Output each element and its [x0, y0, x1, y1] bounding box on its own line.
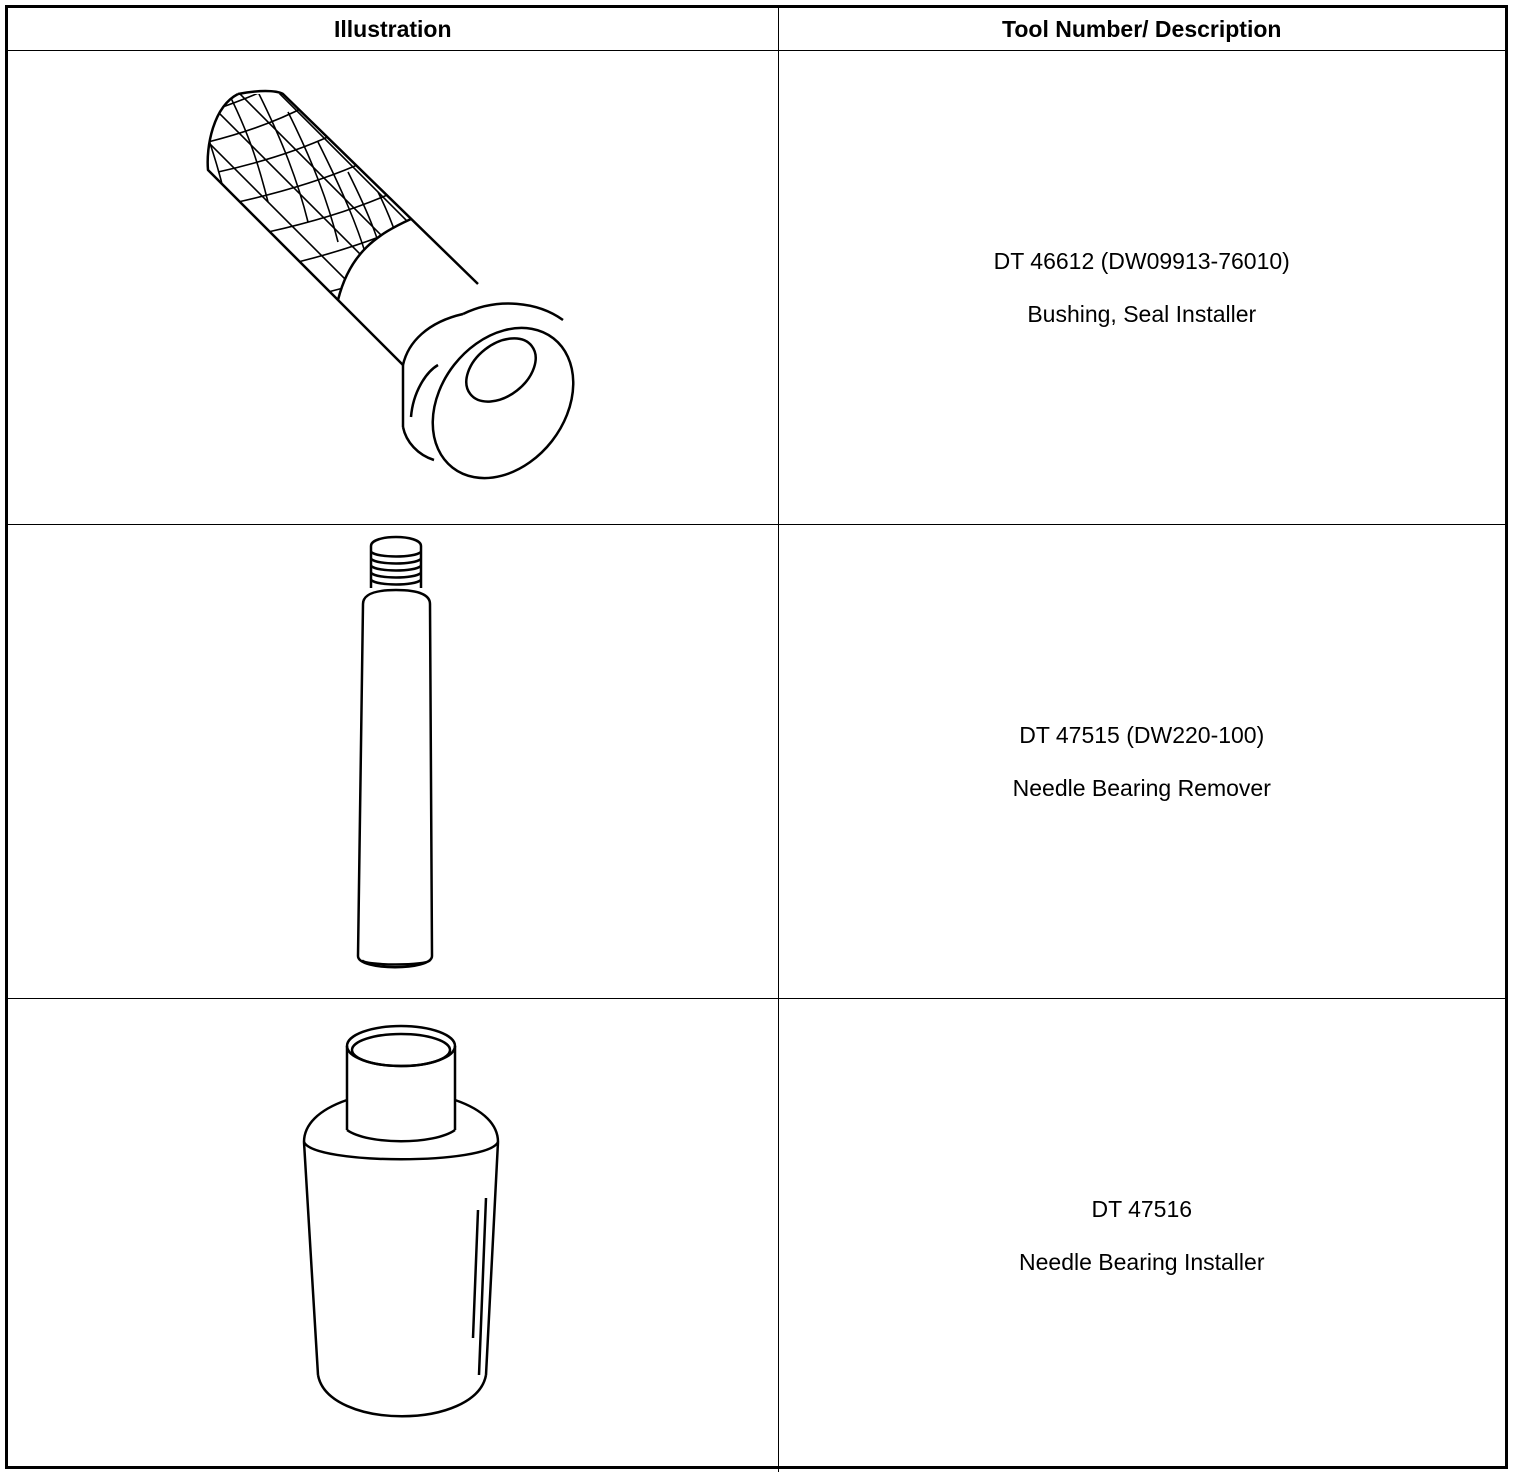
- tool-number: DT 46612 (DW09913-76010): [993, 247, 1290, 274]
- tool-description: Bushing, Seal Installer: [1027, 300, 1257, 327]
- bushing-seal-installer-icon: [8, 52, 776, 524]
- tool-info-cell: [778, 525, 1505, 999]
- tool-description: Needle Bearing Installer: [1019, 1248, 1265, 1275]
- special-tools-table: [8, 8, 1505, 1472]
- tool-table-frame: [5, 5, 1508, 1469]
- illustration-column-header: Illustration: [8, 8, 778, 51]
- tool-number: DT 47515 (DW220-100): [1019, 721, 1265, 748]
- needle-bearing-installer-icon: [8, 1000, 776, 1472]
- needle-bearing-remover-icon: [8, 526, 776, 998]
- tool-info-cell: [778, 51, 1505, 525]
- illustration-cell: [8, 999, 778, 1473]
- table-row: [8, 51, 1505, 525]
- table-row: [8, 999, 1505, 1473]
- tool-column-header: Tool Number/ Description: [778, 8, 1505, 51]
- illustration-cell: [8, 51, 778, 525]
- table-row: [8, 525, 1505, 999]
- tool-number: DT 47516: [1091, 1195, 1193, 1222]
- illustration-cell: [8, 525, 778, 999]
- tool-description: Needle Bearing Remover: [1012, 774, 1271, 801]
- table-header-row: [8, 8, 1505, 51]
- tool-info-cell: [778, 999, 1505, 1473]
